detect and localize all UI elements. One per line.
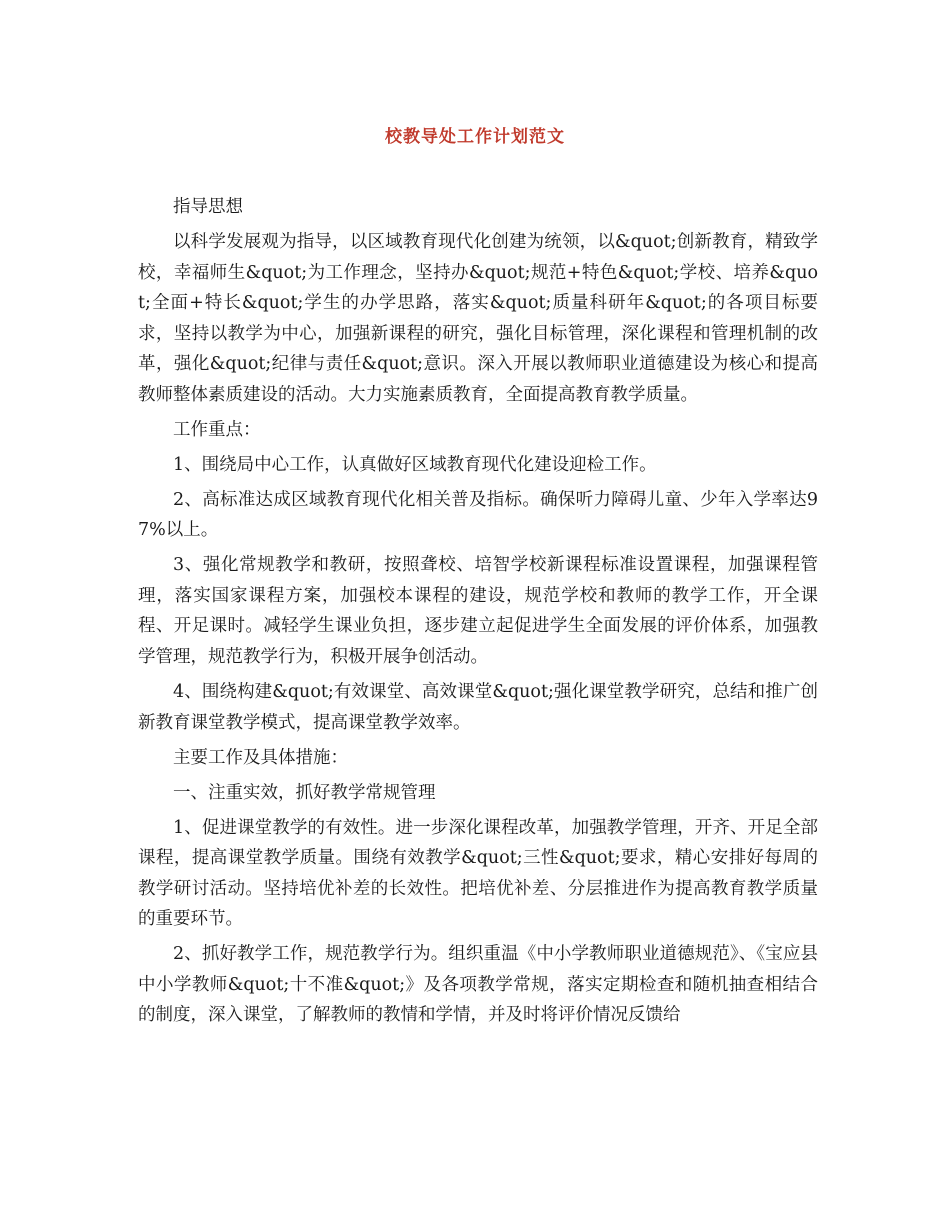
paragraph-focus-1: 1、围绕局中心工作，认真做好区域教育现代化建设迎检工作。: [173, 454, 657, 475]
paragraph-focus-4: 4、围绕构建&quot;有效课堂、高效课堂&quot;强化课堂教学研究，总结和推广创新教育课堂教学模式，提高课堂教学效率。: [138, 682, 818, 733]
document-body: [138, 192, 818, 1036]
subsection-heading-teaching-routine: 一、注重实效，抓好教学常规管理: [173, 782, 436, 803]
paragraph-guiding-ideology: 以科学发展观为指导，以区域教育现代化创建为统领，以&quot;创新教育，精致学校，幸福师生&quot;为工作理念，坚持办&quot;规范+特色&quot;学校、培养&quot;全面+特长&quot;学生的办学思路，落实&quot;质量科研年&quot;的各项目标要求，坚持以教学为中心，加强新课程的研究，强化目标管理，深化课程和管理机制的改革，强化&quot;纪律与责任&quot;意识。深入开展以教师职业道德建设为核心和提高教师整体素质建设的活动。大力实施素质教育，全面提高教育教学质量。: [138, 232, 818, 405]
section-heading-guiding-ideology: 指导思想: [173, 197, 243, 217]
section-heading-main-work: 主要工作及具体措施：: [173, 747, 348, 768]
paragraph-focus-3: 3、强化常规教学和教研，按照聋校、培智学校新课程标准设置课程，加强课程管理，落实国家课程方案，加强校本课程的建设，规范学校和教师的教学工作，开全课程、开足课时。减轻学生课业负担，逐步建立起促进学生全面发展的评价体系，加强教学管理，规范教学行为，积极开展争创活动。: [138, 555, 818, 667]
paragraph-measure-2: 2、抓好教学工作，规范教学行为。组织重温《中小学教师职业道德规范》、《宝应县中小学教师&quot;十不准&quot;》及各项教学常规，落实定期检查和随机抽查相结合的制度，深入课堂，了解教师的教情和学情，并及时将评价情况反馈给: [138, 944, 818, 1026]
section-heading-work-focus: 工作重点：: [173, 419, 261, 440]
document-title: 校教导处工作计划范文: [385, 127, 565, 147]
paragraph-measure-1: 1、促进课堂教学的有效性。进一步深化课程改革，加强教学管理，开齐、开足全部课程，提高课堂教学质量。围绕有效教学&quot;三性&quot;要求，精心安排好每周的教学研讨活动。坚持培优补差的长效性。把培优补差、分层推进作为提高教育教学质量的重要环节。: [138, 817, 818, 930]
paragraph-focus-2: 2、高标准达成区域教育现代化相关普及指标。确保听力障碍儿童、少年入学率达97%以上。: [138, 489, 818, 541]
